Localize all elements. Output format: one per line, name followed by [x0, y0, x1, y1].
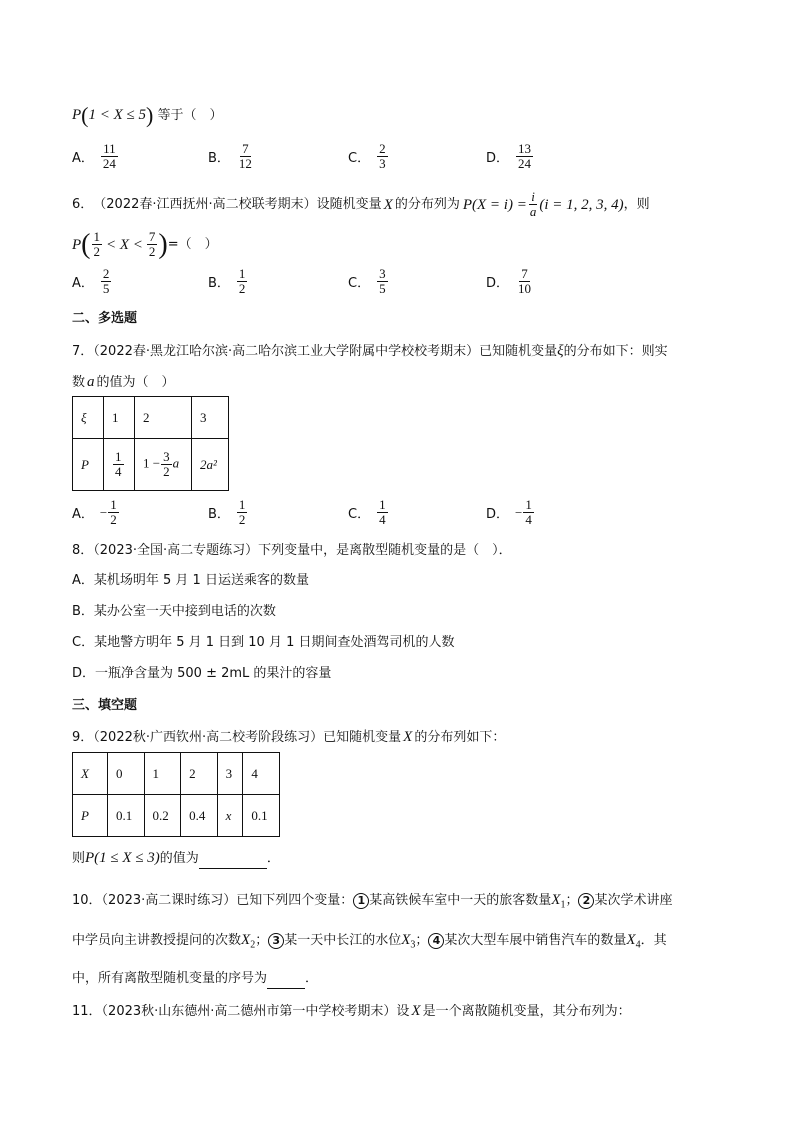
denominator: 5: [102, 281, 110, 296]
table-cell: 2a²: [192, 439, 229, 491]
formula-fraction: [528, 190, 539, 219]
option-fraction: [523, 498, 534, 527]
q10-line3: [72, 969, 318, 989]
variable: ξ: [557, 343, 564, 359]
denominator: 2: [93, 244, 100, 259]
option-fraction: [377, 142, 388, 171]
fraction: [92, 230, 103, 259]
q6-line2: [72, 230, 218, 259]
table-cell: 4: [243, 753, 280, 795]
table-cell: X: [73, 753, 108, 795]
numerator: i: [531, 189, 535, 204]
numerator: 1: [238, 497, 246, 512]
variable: X: [551, 892, 561, 908]
q8-option-a[interactable]: A．某机场明年 5 月 1 日运送乘客的数量: [72, 573, 309, 588]
right-paren: ): [158, 228, 168, 260]
denominator: 5: [379, 281, 386, 296]
q6-option-a[interactable]: [72, 267, 112, 296]
question-source: （2023·高二课时练习）: [101, 893, 237, 908]
q7-option-a[interactable]: [72, 498, 120, 527]
denominator: 2: [110, 512, 117, 527]
denominator: 4: [115, 464, 122, 479]
question-text: 数: [72, 375, 86, 390]
variable: X: [401, 932, 411, 948]
circled-number-4: 4: [428, 933, 444, 949]
option-fraction: [516, 142, 533, 171]
table-cell: 0.1: [243, 795, 280, 837]
variable: X: [383, 196, 393, 213]
question-text: ，则: [623, 196, 650, 212]
question-text: 的分布列如下：: [414, 730, 506, 745]
option-label: A．: [72, 151, 94, 166]
option-label: D．: [486, 507, 510, 522]
q5-option-c[interactable]: [348, 142, 389, 171]
table-cell: 1: [104, 397, 135, 439]
table-cell: 2: [181, 753, 218, 795]
subscript: 4: [635, 939, 641, 951]
question-text: 的分布列为: [394, 196, 460, 212]
answer-blank[interactable]: [267, 974, 305, 989]
q8-option-b[interactable]: B．某办公室一天中接到电话的次数: [72, 604, 276, 619]
table-cell: [135, 439, 192, 491]
question-text: 已知下列四个变量：: [236, 893, 354, 908]
denominator: 4: [379, 512, 386, 527]
question-text: 的值为: [159, 851, 199, 866]
variable: X: [403, 729, 413, 745]
expression: a: [172, 455, 180, 471]
q11-stem: [72, 1001, 631, 1022]
option-fraction: [108, 498, 119, 527]
circled-number-1: 1: [353, 893, 369, 909]
option-sign: −: [99, 504, 108, 520]
question-text: ；: [565, 893, 579, 908]
q7-stem: [72, 341, 668, 362]
question-text: ．: [305, 971, 319, 986]
question-text: ．其: [640, 933, 667, 948]
numerator: 13: [518, 141, 532, 156]
question-text: 的分布如下：则实: [563, 344, 668, 359]
option-label: A．: [72, 276, 94, 291]
numerator: 3: [163, 449, 170, 464]
subscript: 1: [560, 899, 566, 911]
question-text: 某次大型车展中销售汽车的数量: [444, 933, 627, 948]
variable: X: [241, 932, 251, 948]
question-text: 是一个离散随机变量，其分布列为：: [422, 1004, 631, 1019]
option-fraction: [237, 142, 254, 171]
prob-symbol: P: [72, 236, 82, 253]
question-text: 下列变量中，是离散型随机变量的是（ ）．: [258, 543, 512, 558]
question-text: 某次学术讲座: [594, 893, 673, 908]
q10-line1: [72, 890, 673, 916]
option-label: C．: [348, 507, 371, 522]
question-source: （2023秋·山东德州·高二德州市第一中学校考期末）: [101, 1004, 397, 1019]
table-cell: 0.1: [108, 795, 145, 837]
table-cell: 2: [135, 397, 192, 439]
q8-stem: [72, 541, 512, 561]
table-row: [73, 795, 280, 837]
denominator: 2: [238, 281, 246, 296]
denominator: 24: [518, 156, 532, 171]
question-text: ；: [415, 933, 429, 948]
numerator: 2: [379, 141, 386, 156]
variable: a: [87, 374, 95, 390]
question-text: 则: [72, 851, 86, 866]
q7-option-d[interactable]: [486, 498, 535, 527]
question-number: 8．: [72, 543, 94, 558]
option-fraction: [237, 267, 248, 296]
option-label: C．: [348, 276, 371, 291]
variable: X: [626, 932, 636, 948]
option-label: B．: [208, 276, 230, 291]
question-text: 已知随机变量: [323, 730, 402, 745]
q9-answer-line: [72, 848, 280, 869]
option-sign: −: [515, 504, 523, 520]
question-text: 设随机变量: [316, 196, 382, 212]
option-fraction: [101, 142, 118, 171]
table-row: [73, 397, 229, 439]
table-cell: 1: [144, 753, 181, 795]
q6-option-d[interactable]: [486, 267, 534, 296]
q6-option-b[interactable]: [208, 267, 248, 296]
q8-option-c[interactable]: C．某地警方明年 5 月 1 日到 10 月 1 日期间查处酒驾司机的人数: [72, 635, 455, 650]
question-text: 中学员向主讲教授提问的次数: [72, 933, 242, 948]
left-paren: (: [81, 228, 91, 260]
expression: < X <: [106, 236, 143, 253]
question-number: 6．: [72, 196, 94, 212]
numerator: 1: [93, 229, 100, 244]
denominator: 10: [518, 281, 532, 296]
circled-number-2: 2: [578, 893, 594, 909]
question-text: 已知随机变量: [479, 344, 558, 359]
table-row: [73, 753, 280, 795]
denominator: 3: [379, 156, 386, 171]
numerator: 7: [148, 229, 156, 244]
section-heading: 三、填空题: [72, 698, 138, 713]
question-number: 7．: [72, 344, 94, 359]
option-label: C．: [348, 151, 371, 166]
table-cell: P: [73, 795, 108, 837]
denominator: 24: [102, 156, 116, 171]
subscript: 3: [410, 939, 416, 951]
q9-distribution-table: [72, 752, 280, 837]
formula: P(X = i) =: [462, 196, 527, 213]
question-suffix: =（ ）: [167, 236, 218, 252]
option-label: A．: [72, 507, 94, 522]
expression: P(1 ≤ X ≤ 3): [85, 850, 160, 866]
fraction: [113, 450, 124, 479]
question-number: 11．: [72, 1004, 102, 1019]
numerator: 2: [102, 266, 110, 281]
q10-line2: [72, 930, 667, 956]
fraction: [161, 450, 172, 479]
numerator: 7: [242, 141, 249, 156]
question-source: （2022春·黑龙江哈尔滨·高二哈尔滨工业大学附属中学校校考期末）: [93, 344, 480, 359]
q7-distribution-table: [72, 396, 229, 491]
table-cell: P: [73, 439, 104, 491]
denominator: a: [529, 204, 537, 219]
q6-stem: [72, 190, 650, 219]
denominator: 2: [163, 464, 170, 479]
numerator: 11: [103, 141, 116, 156]
q5-prob-symbol: P: [72, 107, 82, 123]
option-label: D．: [486, 151, 510, 166]
q7-option-c[interactable]: [348, 498, 389, 527]
table-row: [73, 439, 229, 491]
option-label: B．: [208, 151, 230, 166]
table-cell: 0.4: [181, 795, 218, 837]
q9-stem: [72, 727, 505, 748]
right-paren: ): [146, 102, 154, 128]
q5-suffix: 等于（ ）: [153, 108, 223, 123]
denominator: 4: [525, 512, 532, 527]
table-cell: 0.2: [144, 795, 181, 837]
q8-option-d[interactable]: D．一瓶净含量为 500 ± 2mL 的果汁的容量: [72, 666, 332, 681]
option-fraction: [101, 267, 112, 296]
question-text: ．: [266, 851, 280, 866]
option-label: D．: [486, 276, 510, 291]
table-cell: 3: [192, 397, 229, 439]
table-cell: ξ: [73, 397, 104, 439]
expression: 1 −: [143, 455, 161, 471]
denominator: 12: [238, 156, 252, 171]
numerator: 1: [525, 497, 532, 512]
subscript: 2: [250, 939, 256, 951]
q6-option-c[interactable]: [348, 267, 389, 296]
option-fraction: [377, 267, 388, 296]
left-paren: (: [81, 102, 89, 128]
question-source: （2022春·江西抚州·高二校联考期末）: [93, 196, 317, 212]
table-cell: 3: [217, 753, 243, 795]
option-fraction: [237, 498, 248, 527]
numerator: 1: [379, 497, 386, 512]
table-cell: [104, 439, 135, 491]
question-source: （2023·全国·高二专题练习）: [93, 543, 259, 558]
option-fraction: [516, 267, 533, 296]
q5-option-a[interactable]: [72, 142, 119, 171]
option-label: B．: [208, 507, 230, 522]
q5-option-d[interactable]: [486, 142, 534, 171]
variable: X: [411, 1003, 421, 1019]
denominator: 2: [238, 512, 246, 527]
fraction: [147, 230, 158, 259]
question-text: 设: [396, 1004, 410, 1019]
numerator: 1: [238, 266, 246, 281]
question-source: （2022秋·广西钦州·高二校考阶段练习）: [93, 730, 324, 745]
question-text: 的值为（ ）: [96, 375, 175, 390]
question-text: ；: [255, 933, 269, 948]
circled-number-3: 3: [268, 933, 284, 949]
question-text: 中，所有离散型随机变量的序号为: [72, 971, 268, 986]
numerator: 7: [521, 266, 528, 281]
formula: (i = 1, 2, 3, 4): [539, 196, 624, 213]
numerator: 3: [379, 266, 386, 281]
numerator: 1: [115, 449, 122, 464]
question-number: 10．: [72, 893, 102, 908]
table-cell: 0: [108, 753, 145, 795]
section-heading: 二、多选题: [72, 311, 138, 326]
denominator: 2: [148, 244, 156, 259]
answer-blank[interactable]: [199, 854, 267, 869]
q7-option-b[interactable]: [208, 498, 248, 527]
question-text: 某高铁候车室中一天的旅客数量: [369, 893, 552, 908]
table-cell: x: [217, 795, 243, 837]
q5-stem: [72, 102, 223, 128]
question-number: 9．: [72, 730, 94, 745]
numerator: 1: [110, 497, 117, 512]
option-fraction: [377, 498, 388, 527]
q5-expression: 1 < X ≤ 5: [88, 107, 147, 123]
q5-option-b[interactable]: [208, 142, 255, 171]
q7-line2: [72, 372, 175, 393]
question-text: 某一天中长江的水位: [284, 933, 402, 948]
